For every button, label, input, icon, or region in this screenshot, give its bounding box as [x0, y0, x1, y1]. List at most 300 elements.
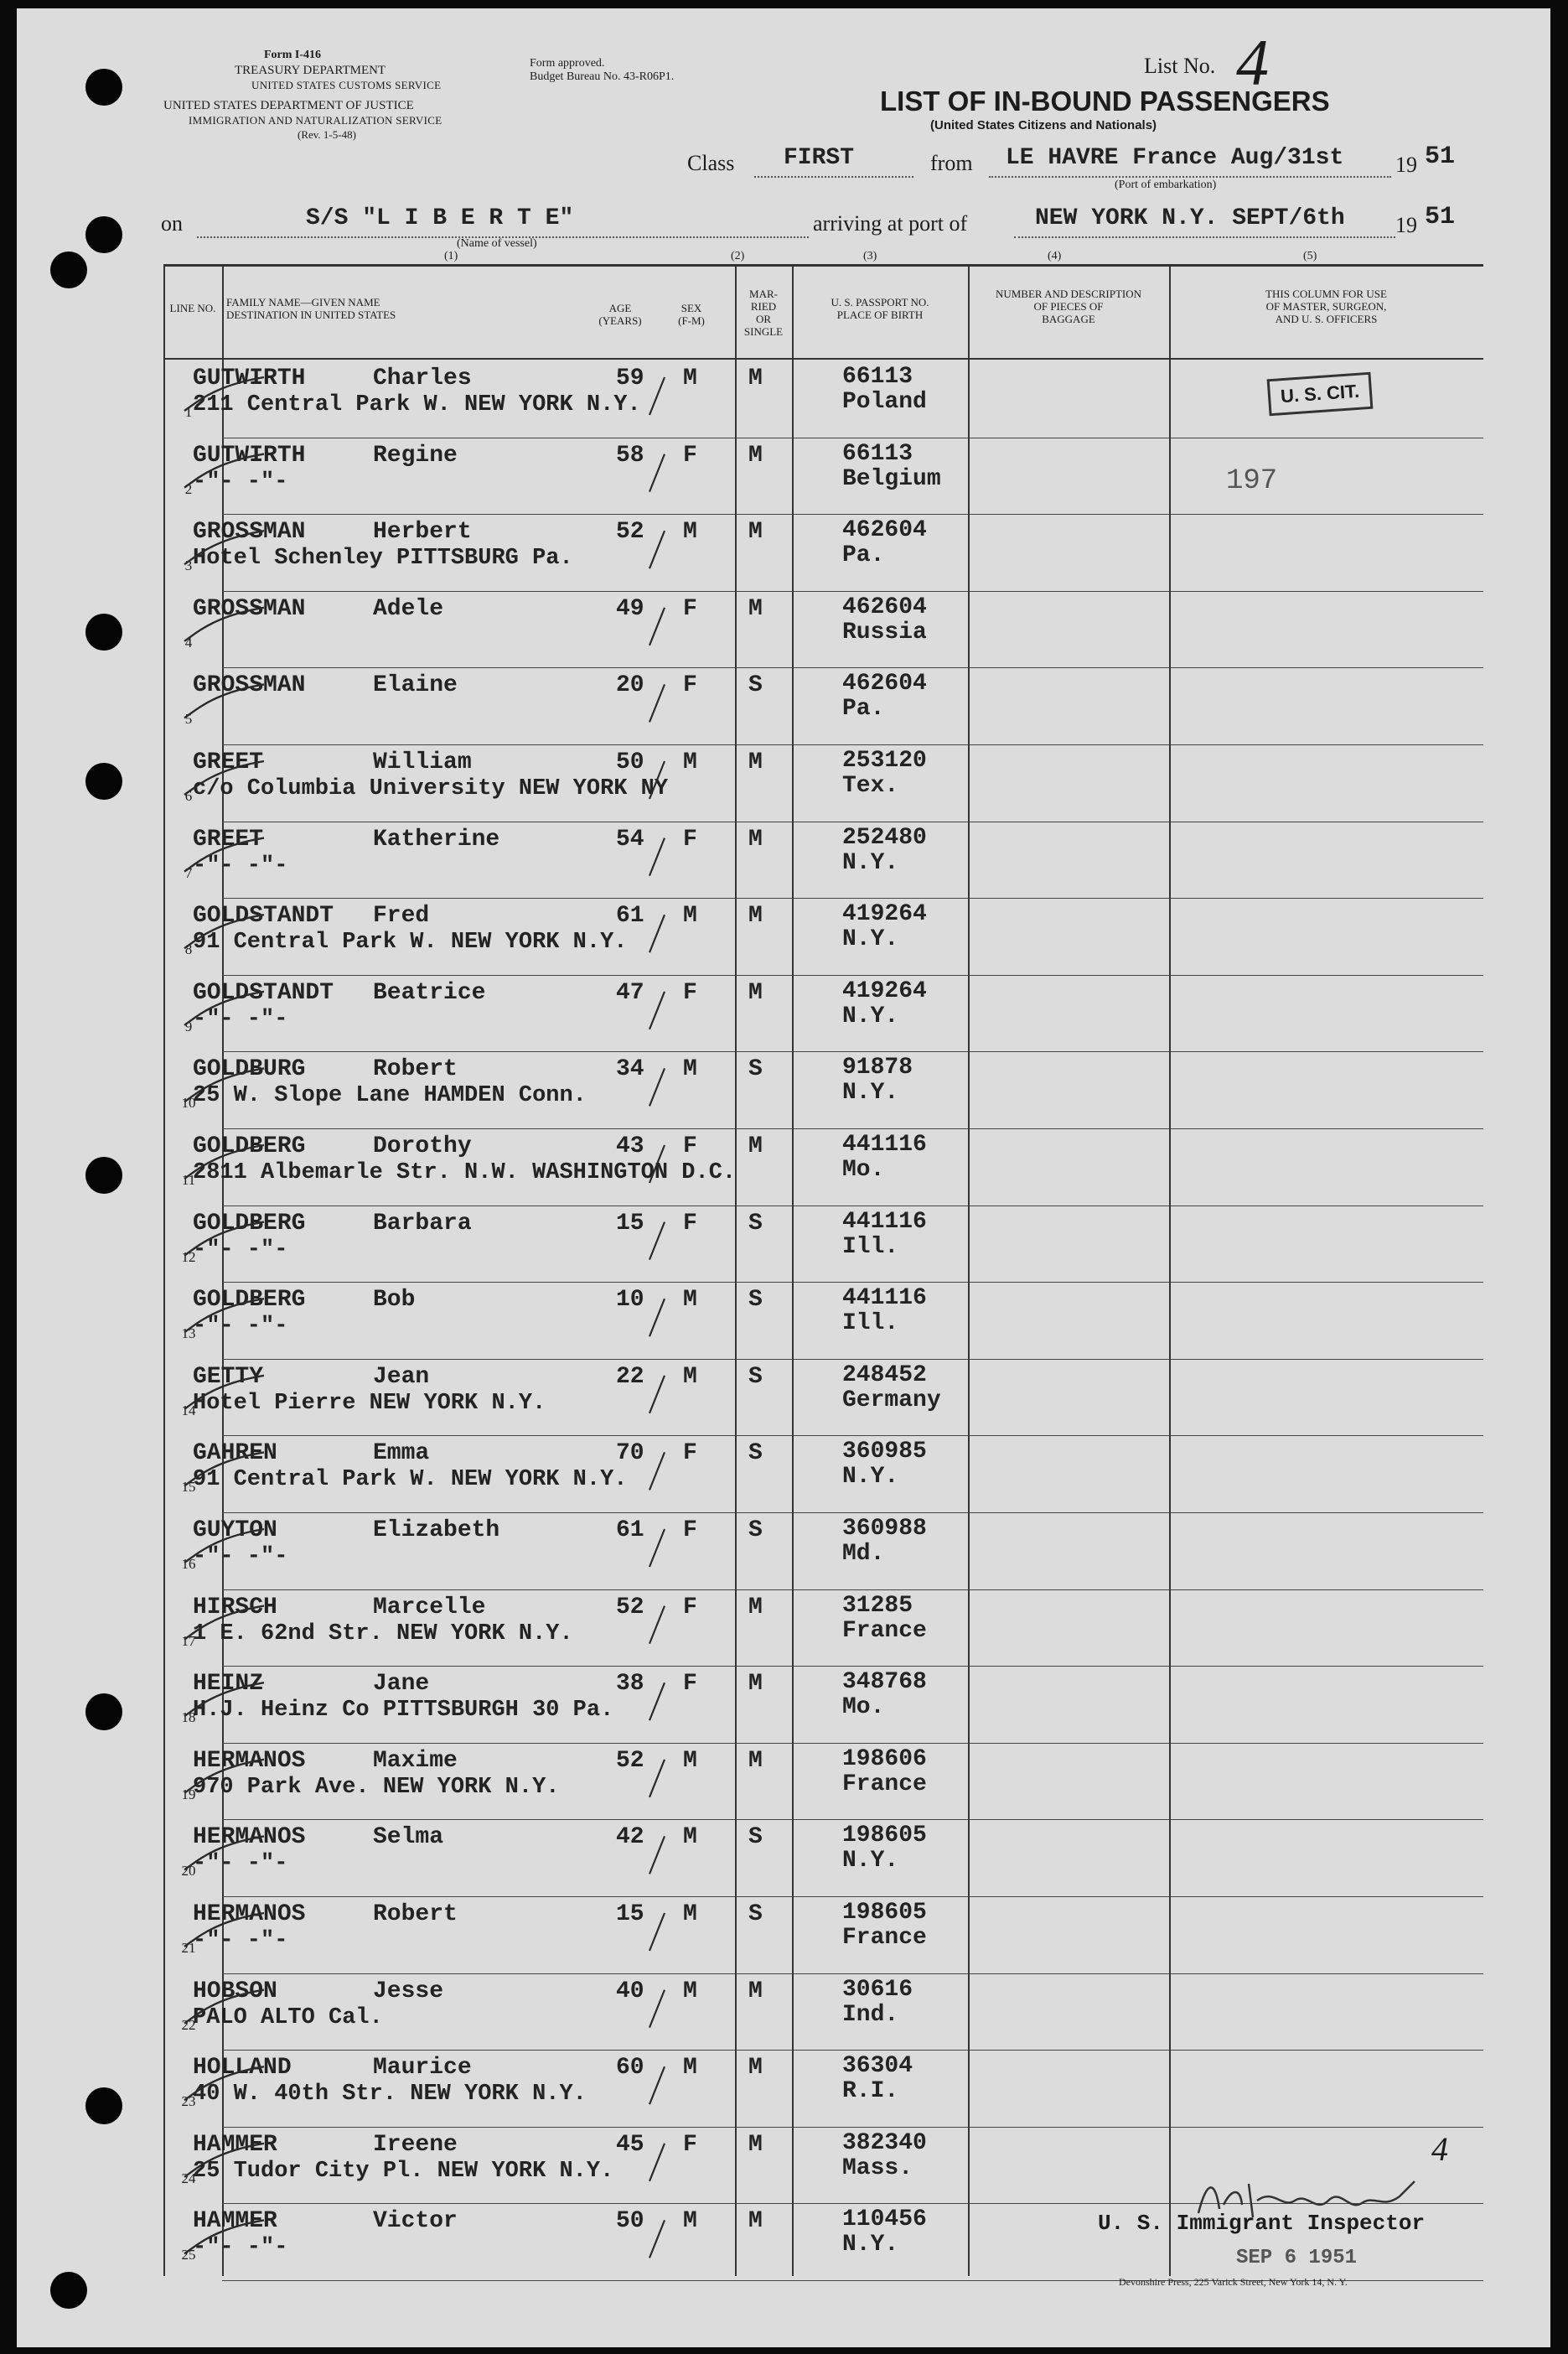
place-of-birth: Pa. [842, 542, 885, 569]
row-line-number: 3 [184, 557, 193, 574]
destination: 970 Park Ave. NEW YORK N.Y. [193, 1774, 560, 1800]
binder-hole [50, 2272, 87, 2309]
destination: 1 E. 62nd Str. NEW YORK N.Y. [193, 1620, 573, 1646]
col-num-2: (2) [731, 250, 745, 262]
table-row [163, 1819, 1483, 1896]
given-name: Dorothy [373, 1133, 472, 1159]
age: 49 [616, 595, 644, 622]
sex: F [683, 442, 697, 469]
passport-number: 419264 [842, 901, 927, 928]
family-name: HAMMER [193, 2208, 277, 2235]
row-line-number: 12 [181, 1248, 196, 1265]
year-prefix-1: 19 [1395, 153, 1417, 177]
table-row [163, 438, 1483, 515]
table-row [163, 975, 1483, 1052]
table-row [163, 1051, 1483, 1128]
passport-number: 360988 [842, 1516, 927, 1542]
sex: F [683, 826, 697, 853]
age: 54 [616, 826, 644, 853]
header-sex: SEX (F-M) [678, 302, 705, 327]
destination: -"- -"- [193, 2235, 288, 2261]
age: 60 [616, 2055, 644, 2082]
family-name: HOBSON [193, 1978, 277, 2004]
given-name: Jane [373, 1671, 430, 1698]
passport-number: 36304 [842, 2053, 913, 2080]
given-name: Jesse [373, 1978, 444, 2004]
place-of-birth: Mo. [842, 1694, 885, 1721]
given-name: Elaine [373, 672, 458, 699]
given-name: Barbara [373, 1210, 472, 1237]
table-row [163, 591, 1483, 668]
vessel-caption: (Name of vessel) [457, 237, 537, 250]
passport-number: 348768 [842, 1669, 927, 1696]
place-of-birth: Mass. [842, 2154, 913, 2181]
marital-status: M [748, 519, 763, 546]
table-row [163, 667, 1483, 744]
row-line-number: 7 [184, 864, 193, 881]
place-of-birth: N.Y. [842, 1848, 899, 1874]
table-row [163, 1896, 1483, 1973]
marital-status: S [748, 1287, 763, 1314]
binder-hole [85, 763, 122, 800]
sex: F [683, 1594, 697, 1620]
passport-number: 462604 [842, 594, 927, 620]
given-name: Maurice [373, 2055, 472, 2082]
marital-status: M [748, 366, 763, 391]
sex: M [683, 1287, 697, 1314]
sex: F [683, 1133, 697, 1159]
family-name: GOLDBERG [193, 1210, 306, 1237]
sex: M [683, 2055, 697, 2082]
row-line-number: 15 [181, 1479, 196, 1496]
col-num-4: (4) [1048, 250, 1062, 262]
passport-number: 30616 [842, 1976, 913, 2003]
marital-status: S [748, 1363, 763, 1390]
given-name: Elizabeth [373, 1517, 500, 1543]
table-row [163, 514, 1483, 591]
manifest-subtitle: (United States Citizens and Nationals) [930, 118, 1157, 132]
table-row [163, 1512, 1483, 1589]
binder-hole [85, 1157, 122, 1194]
manifest-sheet [17, 8, 1550, 2347]
row-line-number: 2 [184, 480, 193, 497]
table-row [163, 1589, 1483, 1667]
class-label: Class [687, 151, 735, 175]
passport-number: 441116 [842, 1208, 927, 1235]
sex: F [683, 979, 697, 1006]
sex: M [683, 1824, 697, 1851]
age: 58 [616, 442, 644, 469]
header-passport: U. S. PASSPORT NO. PLACE OF BIRTH [831, 296, 929, 321]
age: 45 [616, 2131, 644, 2158]
header-marital: MAR- RIED OR SINGLE [743, 288, 784, 338]
from-label: from [930, 151, 973, 175]
given-name: Jean [373, 1363, 430, 1390]
passport-number: 419264 [842, 977, 927, 1004]
family-name: HOLLAND [193, 2055, 292, 2082]
sex: M [683, 1747, 697, 1774]
given-name: Marcelle [373, 1594, 486, 1620]
header-line-no: LINE NO. [169, 302, 216, 314]
marital-status: M [748, 2208, 763, 2235]
passport-number: 198606 [842, 1745, 927, 1772]
passport-number: 462604 [842, 671, 927, 697]
row-line-number: 6 [184, 788, 193, 804]
place-of-birth: Germany [842, 1387, 941, 1413]
sex: F [683, 1210, 697, 1237]
given-name: Robert [373, 1901, 458, 1927]
row-line-number: 4 [184, 634, 193, 651]
place-of-birth: Tex. [842, 773, 899, 799]
destination: -"- -"- [193, 1851, 288, 1877]
given-name: Charles [373, 366, 472, 391]
treasury-dept: TREASURY DEPARTMENT [235, 64, 386, 77]
marital-status: S [748, 1517, 763, 1543]
age: 50 [616, 2208, 644, 2235]
binder-hole [50, 251, 87, 288]
marital-status: M [748, 903, 763, 930]
family-name: HAMMER [193, 2131, 277, 2158]
row-line-number: 5 [184, 711, 193, 728]
age: 20 [616, 672, 644, 699]
place-of-birth: Ind. [842, 2001, 899, 2028]
row-line-number: 13 [181, 1325, 196, 1342]
destination: Hotel Schenley PITTSBURG Pa. [193, 546, 573, 572]
place-of-birth: France [842, 1925, 927, 1951]
given-name: Selma [373, 1824, 444, 1851]
family-name: GUTWIRTH [193, 442, 306, 469]
table-row [163, 744, 1483, 822]
family-name: GROSSMAN [193, 595, 306, 622]
place-of-birth: France [842, 1771, 927, 1797]
table-row [163, 822, 1483, 899]
row-line-number: 21 [181, 1940, 196, 1956]
row-line-number: 19 [181, 1786, 196, 1802]
passport-number: 198605 [842, 1900, 927, 1926]
age: 42 [616, 1824, 644, 1851]
given-name: William [373, 749, 472, 775]
marital-status: S [748, 672, 763, 699]
row-line-number: 20 [181, 1863, 196, 1880]
table-row [163, 1206, 1483, 1283]
place-of-birth: N.Y. [842, 1003, 899, 1029]
family-name: GOLDBERG [193, 1287, 306, 1314]
row-line-number: 16 [181, 1556, 196, 1572]
header-baggage: NUMBER AND DESCRIPTION OF PIECES OF BAGGAGE [995, 288, 1142, 325]
given-name: Fred [373, 903, 430, 930]
family-name: GUYTON [193, 1517, 277, 1543]
family-name: GOLDSTANDT [193, 903, 334, 930]
passport-number: 382340 [842, 2129, 927, 2156]
given-name: Ireene [373, 2131, 458, 2158]
marital-status: M [748, 1978, 763, 2004]
place-of-birth: N.Y. [842, 926, 899, 953]
marital-status: S [748, 1056, 763, 1083]
destination: 2811 Albemarle Str. N.W. WASHINGTON D.C. [193, 1160, 737, 1185]
row-line-number: 14 [181, 1402, 196, 1418]
on-label: on [161, 211, 183, 236]
sex: F [683, 1671, 697, 1698]
passport-number: 110456 [842, 2206, 927, 2233]
sex: M [683, 1363, 697, 1390]
year-1: 51 [1425, 143, 1456, 171]
given-name: Bob [373, 1287, 416, 1314]
list-no-label: List No. [1144, 54, 1216, 78]
destination: 211 Central Park W. NEW YORK N.Y. [193, 392, 641, 417]
age: 61 [616, 1517, 644, 1543]
destination: -"- -"- [193, 1006, 288, 1032]
row-line-number: 23 [181, 2093, 196, 2110]
header-officer-use: THIS COLUMN FOR USE OF MASTER, SURGEON, AND U. S. OFFICERS [1265, 288, 1387, 325]
age: 52 [616, 1747, 644, 1774]
binder-hole [85, 614, 122, 651]
age: 52 [616, 519, 644, 546]
port-embark-caption: (Port of embarkation) [1115, 179, 1217, 191]
arrival-port: NEW YORK N.Y. SEPT/6th [1035, 205, 1345, 231]
passport-number: 462604 [842, 517, 927, 544]
age: 43 [616, 1133, 644, 1159]
given-name: Maxime [373, 1747, 458, 1774]
us-citizen-stamp: U. S. CIT. [1267, 372, 1374, 417]
marital-status: M [748, 1133, 763, 1159]
col-num-1: (1) [444, 250, 458, 262]
marital-status: M [748, 442, 763, 469]
marital-status: S [748, 1440, 763, 1467]
table-row [163, 1743, 1483, 1820]
given-name: Regine [373, 442, 458, 469]
row-line-number: 9 [184, 1018, 193, 1034]
form-approved: Form approved. [530, 57, 605, 70]
passport-number: 252480 [842, 824, 927, 851]
table-row [163, 898, 1483, 975]
passport-number: 198605 [842, 1823, 927, 1849]
age: 22 [616, 1363, 644, 1390]
place-of-birth: Russia [842, 619, 927, 646]
destination: -"- -"- [193, 1237, 288, 1263]
family-name: GAHREN [193, 1440, 277, 1467]
count-note: 197 [1226, 465, 1278, 497]
sex: F [683, 2131, 697, 2158]
marital-status: M [748, 595, 763, 622]
table-row [163, 2127, 1483, 2204]
passenger-table [163, 264, 1483, 2276]
table-row [163, 1435, 1483, 1512]
inspector-label: U. S. Immigrant Inspector [1098, 2211, 1426, 2236]
sex: M [683, 903, 697, 930]
destination: 91 Central Park W. NEW YORK N.Y. [193, 930, 628, 956]
arriving-label: arriving at port of [813, 211, 968, 236]
given-name: Emma [373, 1440, 430, 1467]
table-row [163, 2050, 1483, 2127]
place-of-birth: N.Y. [842, 1080, 899, 1107]
family-name: HERMANOS [193, 1901, 306, 1927]
marital-status: M [748, 826, 763, 853]
destination: 25 W. Slope Lane HAMDEN Conn. [193, 1083, 587, 1109]
printer-credit: Devonshire Press, 225 Varick Street, New York 14, N. Y. [1119, 2276, 1348, 2288]
place-of-birth: N.Y. [842, 849, 899, 876]
table-row [163, 1666, 1483, 1743]
row-line-number: 18 [181, 1709, 196, 1726]
sex: M [683, 519, 697, 546]
age: 10 [616, 1287, 644, 1314]
age: 70 [616, 1440, 644, 1467]
family-name: GUTWIRTH [193, 366, 306, 391]
passport-number: 66113 [842, 440, 913, 467]
customs-service: UNITED STATES CUSTOMS SERVICE [251, 79, 442, 91]
family-name: HEINZ [193, 1671, 264, 1698]
place-of-birth: R.I. [842, 2078, 899, 2105]
family-name: GREET [193, 749, 264, 775]
row-line-number: 17 [181, 1632, 196, 1649]
destination: -"- -"- [193, 1314, 288, 1340]
destination: 25 Tudor City Pl. NEW YORK N.Y. [193, 2158, 614, 2184]
destination: 91 Central Park W. NEW YORK N.Y. [193, 1467, 628, 1493]
passport-number: 31285 [842, 1592, 913, 1619]
year-prefix-2: 19 [1395, 213, 1417, 237]
destination: -"- -"- [193, 1544, 288, 1569]
sex: F [683, 1517, 697, 1543]
row-line-number: 11 [181, 1172, 196, 1188]
destination: Hotel Pierre NEW YORK N.Y. [193, 1390, 546, 1416]
marital-status: M [748, 2055, 763, 2082]
marital-status: M [748, 1671, 763, 1698]
marital-status: S [748, 1901, 763, 1927]
place-of-birth: Mo. [842, 1157, 885, 1183]
destination: -"- -"- [193, 1928, 288, 1953]
sex: M [683, 1901, 697, 1927]
vessel-name: S/S "L I B E R T E" [306, 205, 574, 231]
destination: -"- -"- [193, 469, 288, 495]
binder-hole [85, 69, 122, 106]
manifest-title: LIST OF IN-BOUND PASSENGERS [880, 86, 1330, 117]
table-row [163, 1282, 1483, 1359]
destination: c/o Columbia University NEW YORK NY [193, 776, 669, 801]
place-of-birth: Ill. [842, 1310, 899, 1337]
form-number: Form I-416 [264, 49, 322, 61]
place-of-birth: Pa. [842, 696, 885, 723]
justice-dept: UNITED STATES DEPARTMENT OF JUSTICE [163, 99, 414, 112]
side-number: 4 [1431, 2130, 1448, 2168]
destination: -"- -"- [193, 853, 288, 879]
port-of-embarkation: LE HAVRE France Aug/31st [1006, 145, 1344, 171]
row-line-number: 1 [184, 404, 193, 420]
destination: H.J. Heinz Co PITTSBURGH 30 Pa. [193, 1698, 614, 1724]
row-line-number: 24 [181, 2170, 196, 2186]
age: 50 [616, 749, 644, 775]
table-row [163, 1973, 1483, 2051]
age: 52 [616, 1594, 644, 1620]
destination: 40 W. 40th Str. NEW YORK N.Y. [193, 2082, 587, 2108]
passport-number: 248452 [842, 1361, 927, 1388]
given-name: Herbert [373, 519, 472, 546]
marital-status: M [748, 1594, 763, 1620]
place-of-birth: France [842, 1617, 927, 1644]
sex: F [683, 1440, 697, 1467]
place-of-birth: Md. [842, 1541, 885, 1567]
place-of-birth: Belgium [842, 465, 941, 492]
marital-status: M [748, 2131, 763, 2158]
budget-bureau: Budget Bureau No. 43-R06P1. [530, 70, 675, 83]
family-name: GOLDBURG [193, 1056, 306, 1083]
place-of-birth: N.Y. [842, 1464, 899, 1491]
age: 59 [616, 366, 644, 391]
sex: F [683, 672, 697, 699]
row-line-number: 8 [184, 941, 193, 958]
age: 34 [616, 1056, 644, 1083]
marital-status: M [748, 979, 763, 1006]
list-number: 4 [1236, 26, 1269, 99]
table-row [163, 1128, 1483, 1206]
age: 61 [616, 903, 644, 930]
given-name: Katherine [373, 826, 500, 853]
row-line-number: 10 [181, 1095, 196, 1112]
place-of-birth: Poland [842, 389, 927, 415]
family-name: GOLDBERG [193, 1133, 306, 1159]
binder-hole [85, 1693, 122, 1730]
place-of-birth: Ill. [842, 1233, 899, 1260]
age: 38 [616, 1671, 644, 1698]
binder-hole [85, 2087, 122, 2124]
ins-service: IMMIGRATION AND NATURALIZATION SERVICE [189, 114, 442, 127]
sex: M [683, 1978, 697, 2004]
sex: M [683, 749, 697, 775]
passport-number: 91878 [842, 1055, 913, 1081]
sex: F [683, 595, 697, 622]
marital-status: S [748, 1210, 763, 1237]
given-name: Robert [373, 1056, 458, 1083]
passport-number: 360985 [842, 1439, 927, 1465]
family-name: HIRSCH [193, 1594, 277, 1620]
passport-number: 253120 [842, 748, 927, 774]
passport-number: 66113 [842, 364, 913, 390]
binder-hole [85, 216, 122, 253]
place-of-birth: N.Y. [842, 2232, 899, 2258]
sex: M [683, 1056, 697, 1083]
given-name: Victor [373, 2208, 458, 2235]
sex: M [683, 366, 697, 391]
marital-status: S [748, 1824, 763, 1851]
class-value: FIRST [784, 145, 855, 171]
row-line-number: 25 [181, 2247, 196, 2263]
given-name: Adele [373, 595, 444, 622]
header-age: AGE (YEARS) [598, 302, 642, 327]
col-num-5: (5) [1303, 250, 1317, 262]
age: 40 [616, 1978, 644, 2004]
family-name: GREET [193, 826, 264, 853]
marital-status: M [748, 1747, 763, 1774]
age: 15 [616, 1210, 644, 1237]
destination: PALO ALTO Cal. [193, 2004, 383, 2030]
table-row [163, 1359, 1483, 1436]
revision: (Rev. 1-5-48) [298, 128, 356, 141]
passport-number: 441116 [842, 1132, 927, 1158]
row-line-number: 22 [181, 2016, 196, 2033]
date-stamp: SEP 6 1951 [1236, 2247, 1358, 2269]
family-name: HERMANOS [193, 1824, 306, 1851]
sex: M [683, 2208, 697, 2235]
year-2: 51 [1425, 203, 1456, 231]
family-name: GOLDSTANDT [193, 979, 334, 1006]
family-name: GROSSMAN [193, 672, 306, 699]
marital-status: M [748, 749, 763, 775]
family-name: HERMANOS [193, 1747, 306, 1774]
passport-number: 441116 [842, 1285, 927, 1312]
age: 47 [616, 979, 644, 1006]
family-name: GROSSMAN [193, 519, 306, 546]
given-name: Beatrice [373, 979, 486, 1006]
header-name: FAMILY NAME—GIVEN NAME DESTINATION IN UNITED STATES [226, 296, 396, 321]
age: 15 [616, 1901, 644, 1927]
